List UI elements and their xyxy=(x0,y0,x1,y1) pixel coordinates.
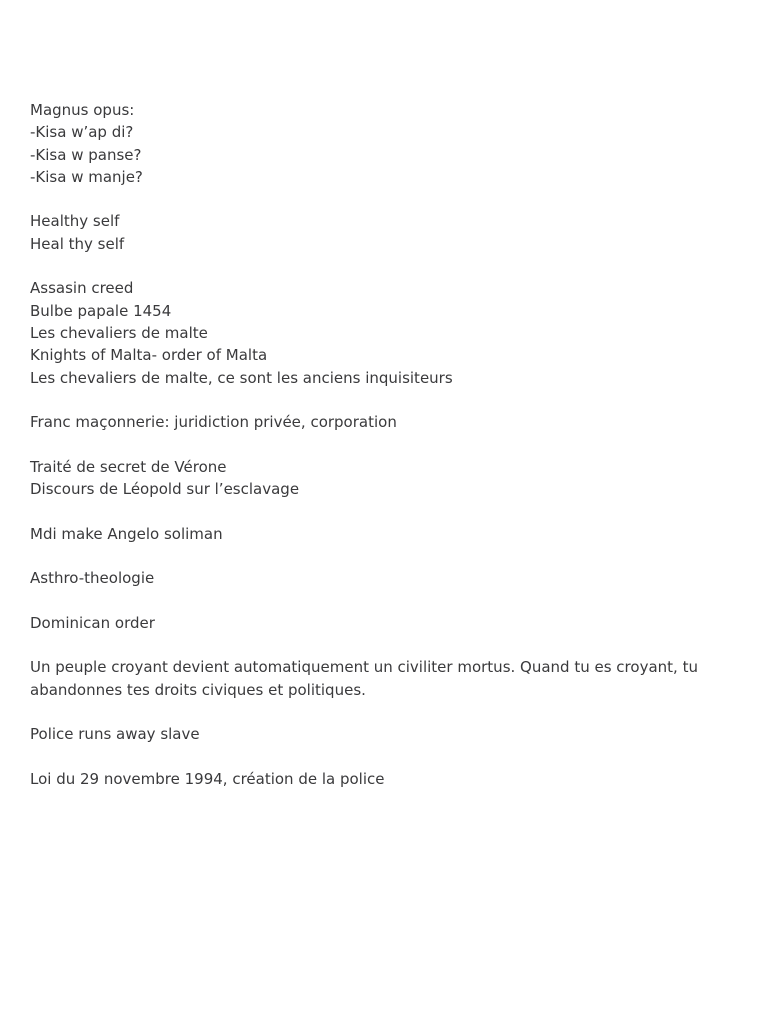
note-line: Loi du 29 novembre 1994, création de la police xyxy=(30,769,385,788)
blank-line xyxy=(30,188,730,210)
note-line: Heal thy self xyxy=(30,234,125,253)
note-line: Franc maçonnerie: juridiction privée, corporation xyxy=(30,413,397,432)
note-line: Traité de secret de Vérone xyxy=(30,457,227,476)
note-line: Discours de Léopold sur l’esclavage xyxy=(30,480,300,499)
blank-line xyxy=(30,433,730,455)
note-line: Bulbe papale 1454 xyxy=(30,301,172,320)
blank-line xyxy=(30,389,730,411)
note-line: Assasin creed xyxy=(30,279,134,298)
blank-line xyxy=(30,590,730,612)
blank-line xyxy=(30,634,730,656)
note-line: Asthro-theologie xyxy=(30,569,155,588)
note-line: Un peuple croyant devient automatiquement un civiliter mortus. Quand tu es croyant, tu abandonnes tes droits civiques et politiques. xyxy=(30,658,703,699)
note-body[interactable] xyxy=(30,99,730,790)
note-line: Dominican order xyxy=(30,613,155,632)
note-line: Knights of Malta- order of Malta xyxy=(30,346,268,365)
blank-line xyxy=(30,545,730,567)
note-line: Les chevaliers de malte, ce sont les anciens inquisiteurs xyxy=(30,368,453,387)
blank-line xyxy=(30,255,730,277)
note-line: -Kisa w’ap di? xyxy=(30,123,134,142)
blank-line xyxy=(30,500,730,522)
note-line: Police runs away slave xyxy=(30,725,200,744)
note-line: Healthy self xyxy=(30,212,120,231)
note-line: -Kisa w panse? xyxy=(30,145,142,164)
blank-line xyxy=(30,746,730,768)
note-line: -Kisa w manje? xyxy=(30,167,143,186)
blank-line xyxy=(30,701,730,723)
note-line: Mdi make Angelo soliman xyxy=(30,524,223,543)
note-line: Les chevaliers de malte xyxy=(30,323,208,342)
note-line: Magnus opus: xyxy=(30,101,135,119)
